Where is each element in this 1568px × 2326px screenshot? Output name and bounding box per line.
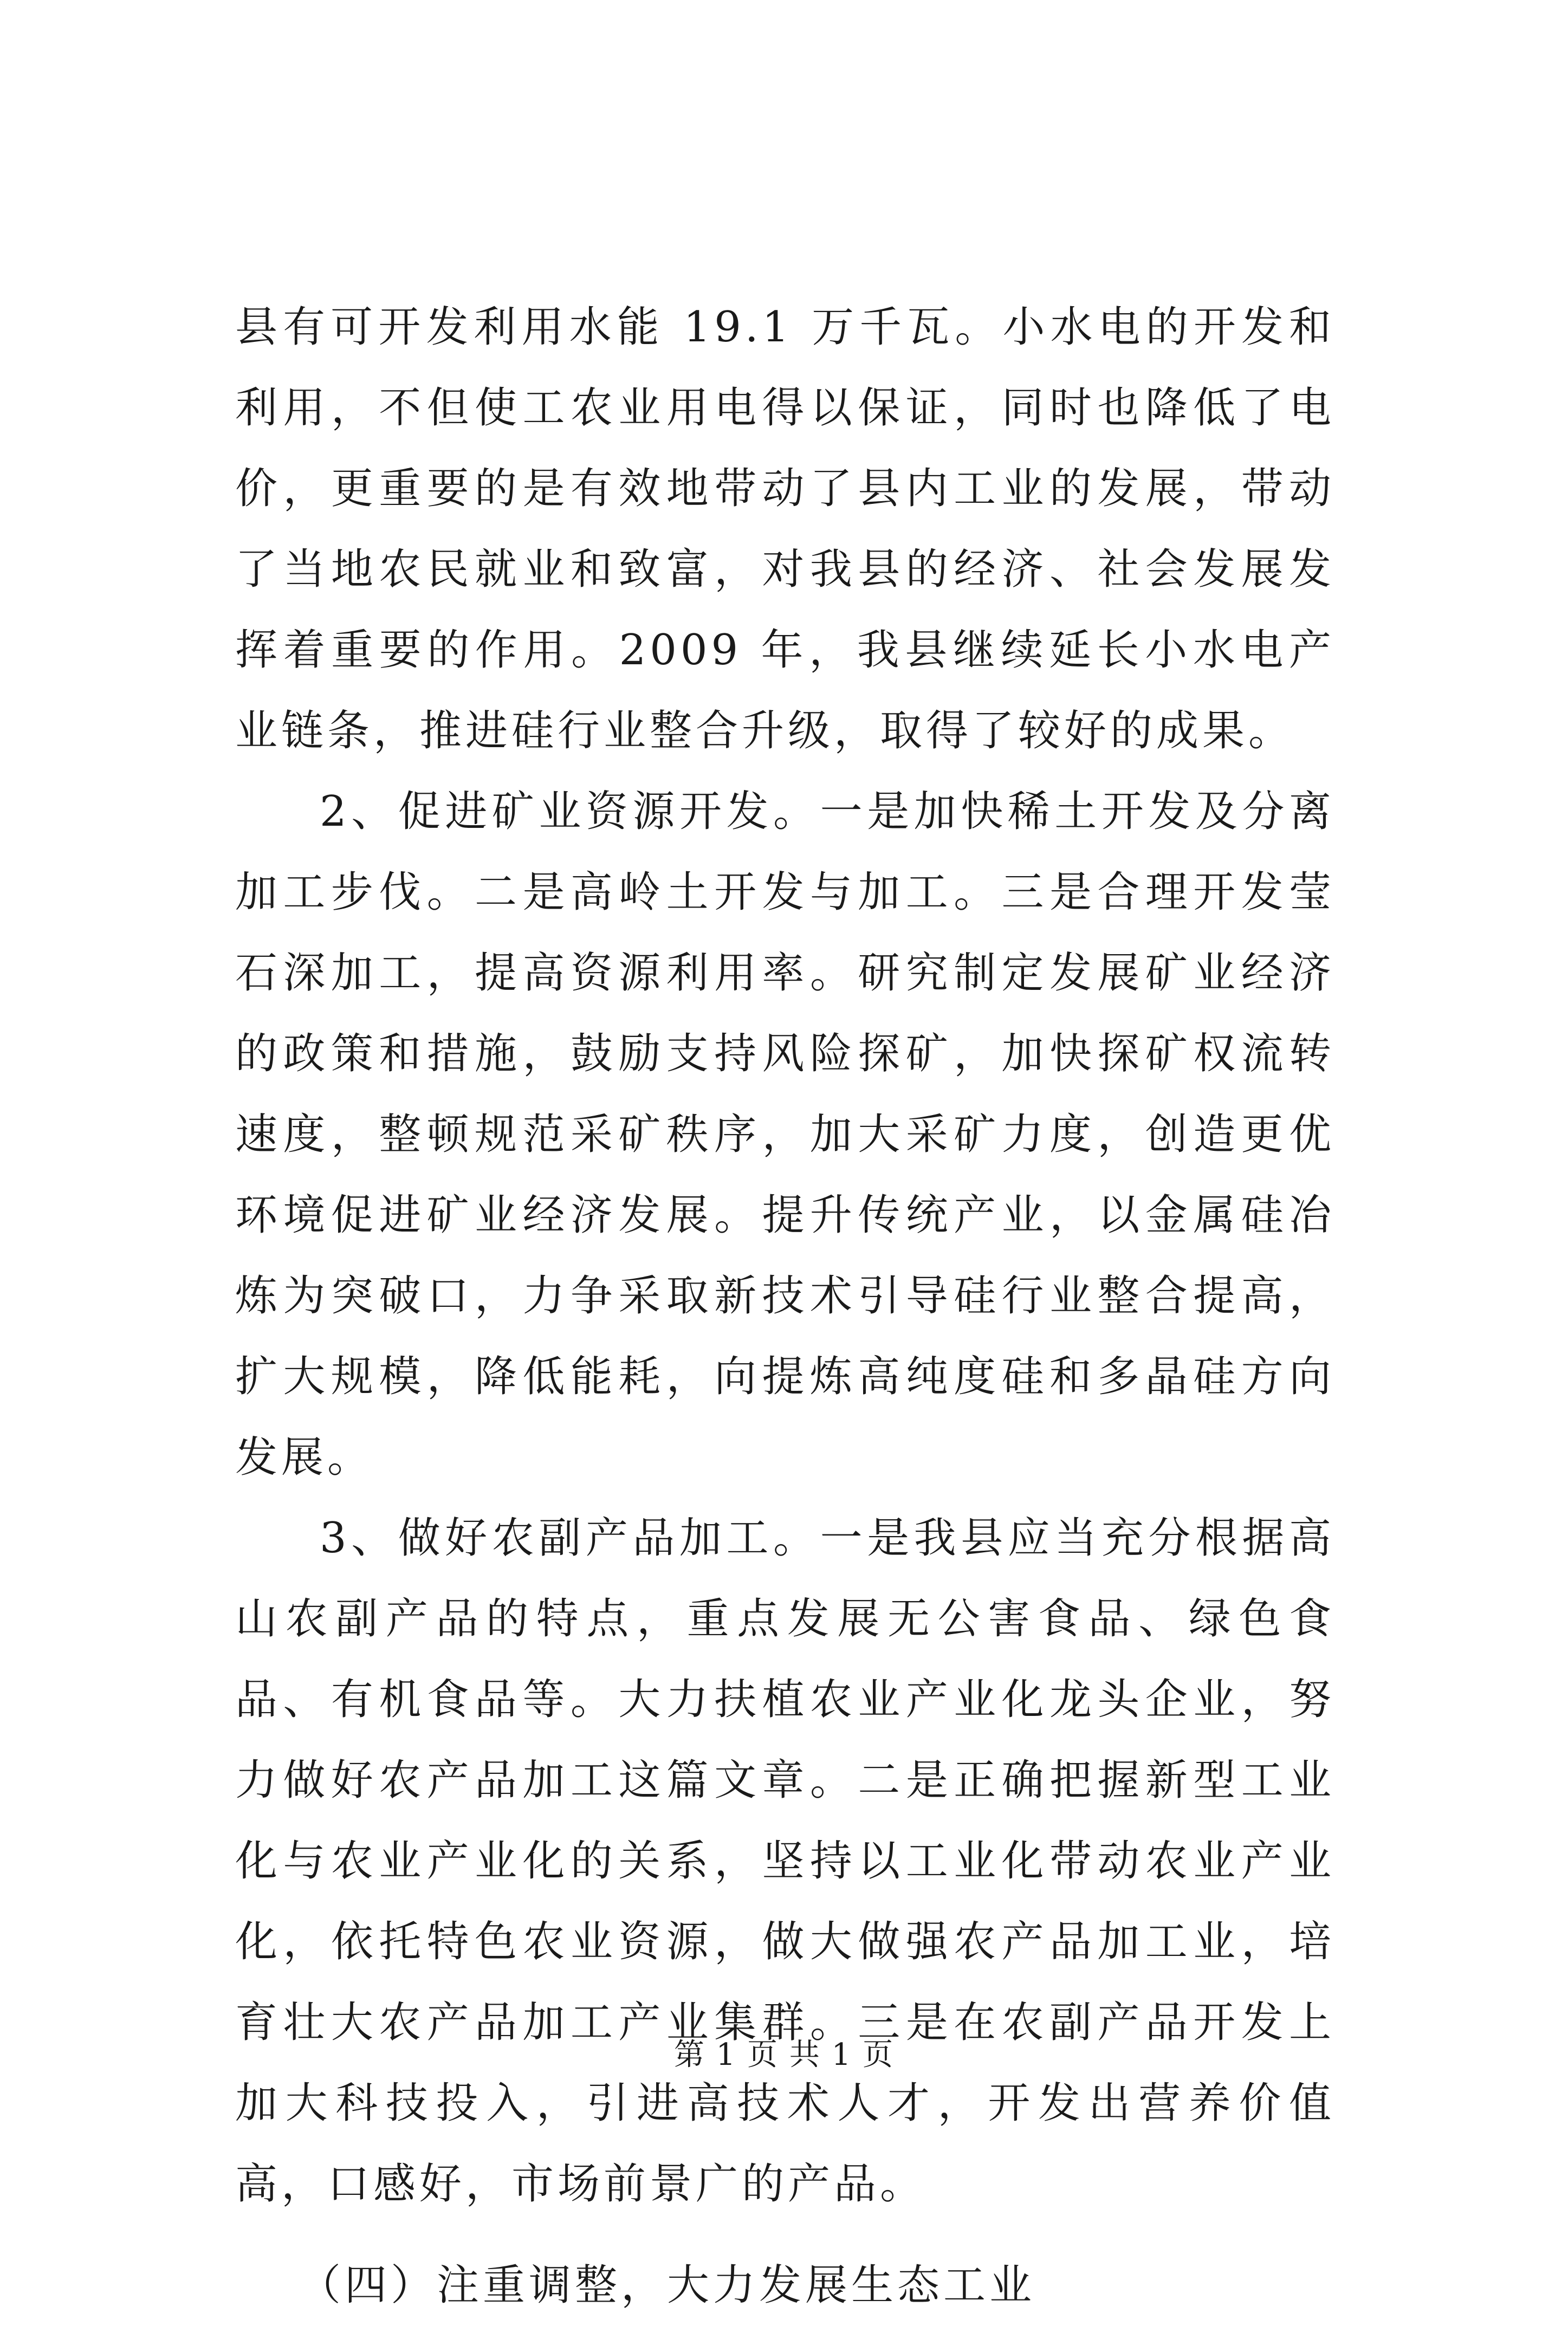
paragraph-continuation: 县有可开发利用水能 19.1 万千瓦。小水电的开发和利用，不但使工农业用电得以保证，同时也降低了电价，更重要的是有效地带动了县内工业的发展，带动了当地农民就业和致富，对我县的经济、社会发展发挥着重要的作用。2009 年，我县继续延长小水电产业链条，推进硅行业整合升级，取得了较好的成果。 xyxy=(235,303,1335,755)
section-heading: （四）注重调整，大力发展生态工业 xyxy=(299,2261,1036,2310)
paragraph-agriculture: 3、做好农副产品加工。一是我县应当充分根据高山农副产品的特点，重点发展无公害食品、绿色食品、有机食品等。大力扶植农业产业化龙头企业，努力做好农产品加工这篇文章。二是正确把握新型工业化与农业产业化的关系，坚持以工业化带动农业产业化，依托特色农业资源，做大做强农产品加工业，培育壮大农产品加工产业集群。三是在农副产品开发上加大科技投入，引进高技术人才，开发出营养价值高，口感好，市场前景广的产品。 xyxy=(235,1514,1335,2208)
page-footer: 第 1 页 共 1 页 xyxy=(673,2037,895,2072)
document-body xyxy=(235,287,1335,2326)
paragraph-mining: 2、促进矿业资源开发。一是加快稀土开发及分离加工步伐。二是高岭土开发与加工。三是合理开发莹石深加工，提高资源利用率。研究制定发展矿业经济的政策和措施，鼓励支持风险探矿，加快探矿权流转速度，整顿规范采矿秩序，加大采矿力度，创造更优环境促进矿业经济发展。提升传统产业，以金属硅冶炼为突破口，力争采取新技术引导硅行业整合提高，扩大规模，降低能耗，向提炼高纯度硅和多晶硅方向发展。 xyxy=(235,787,1335,1482)
